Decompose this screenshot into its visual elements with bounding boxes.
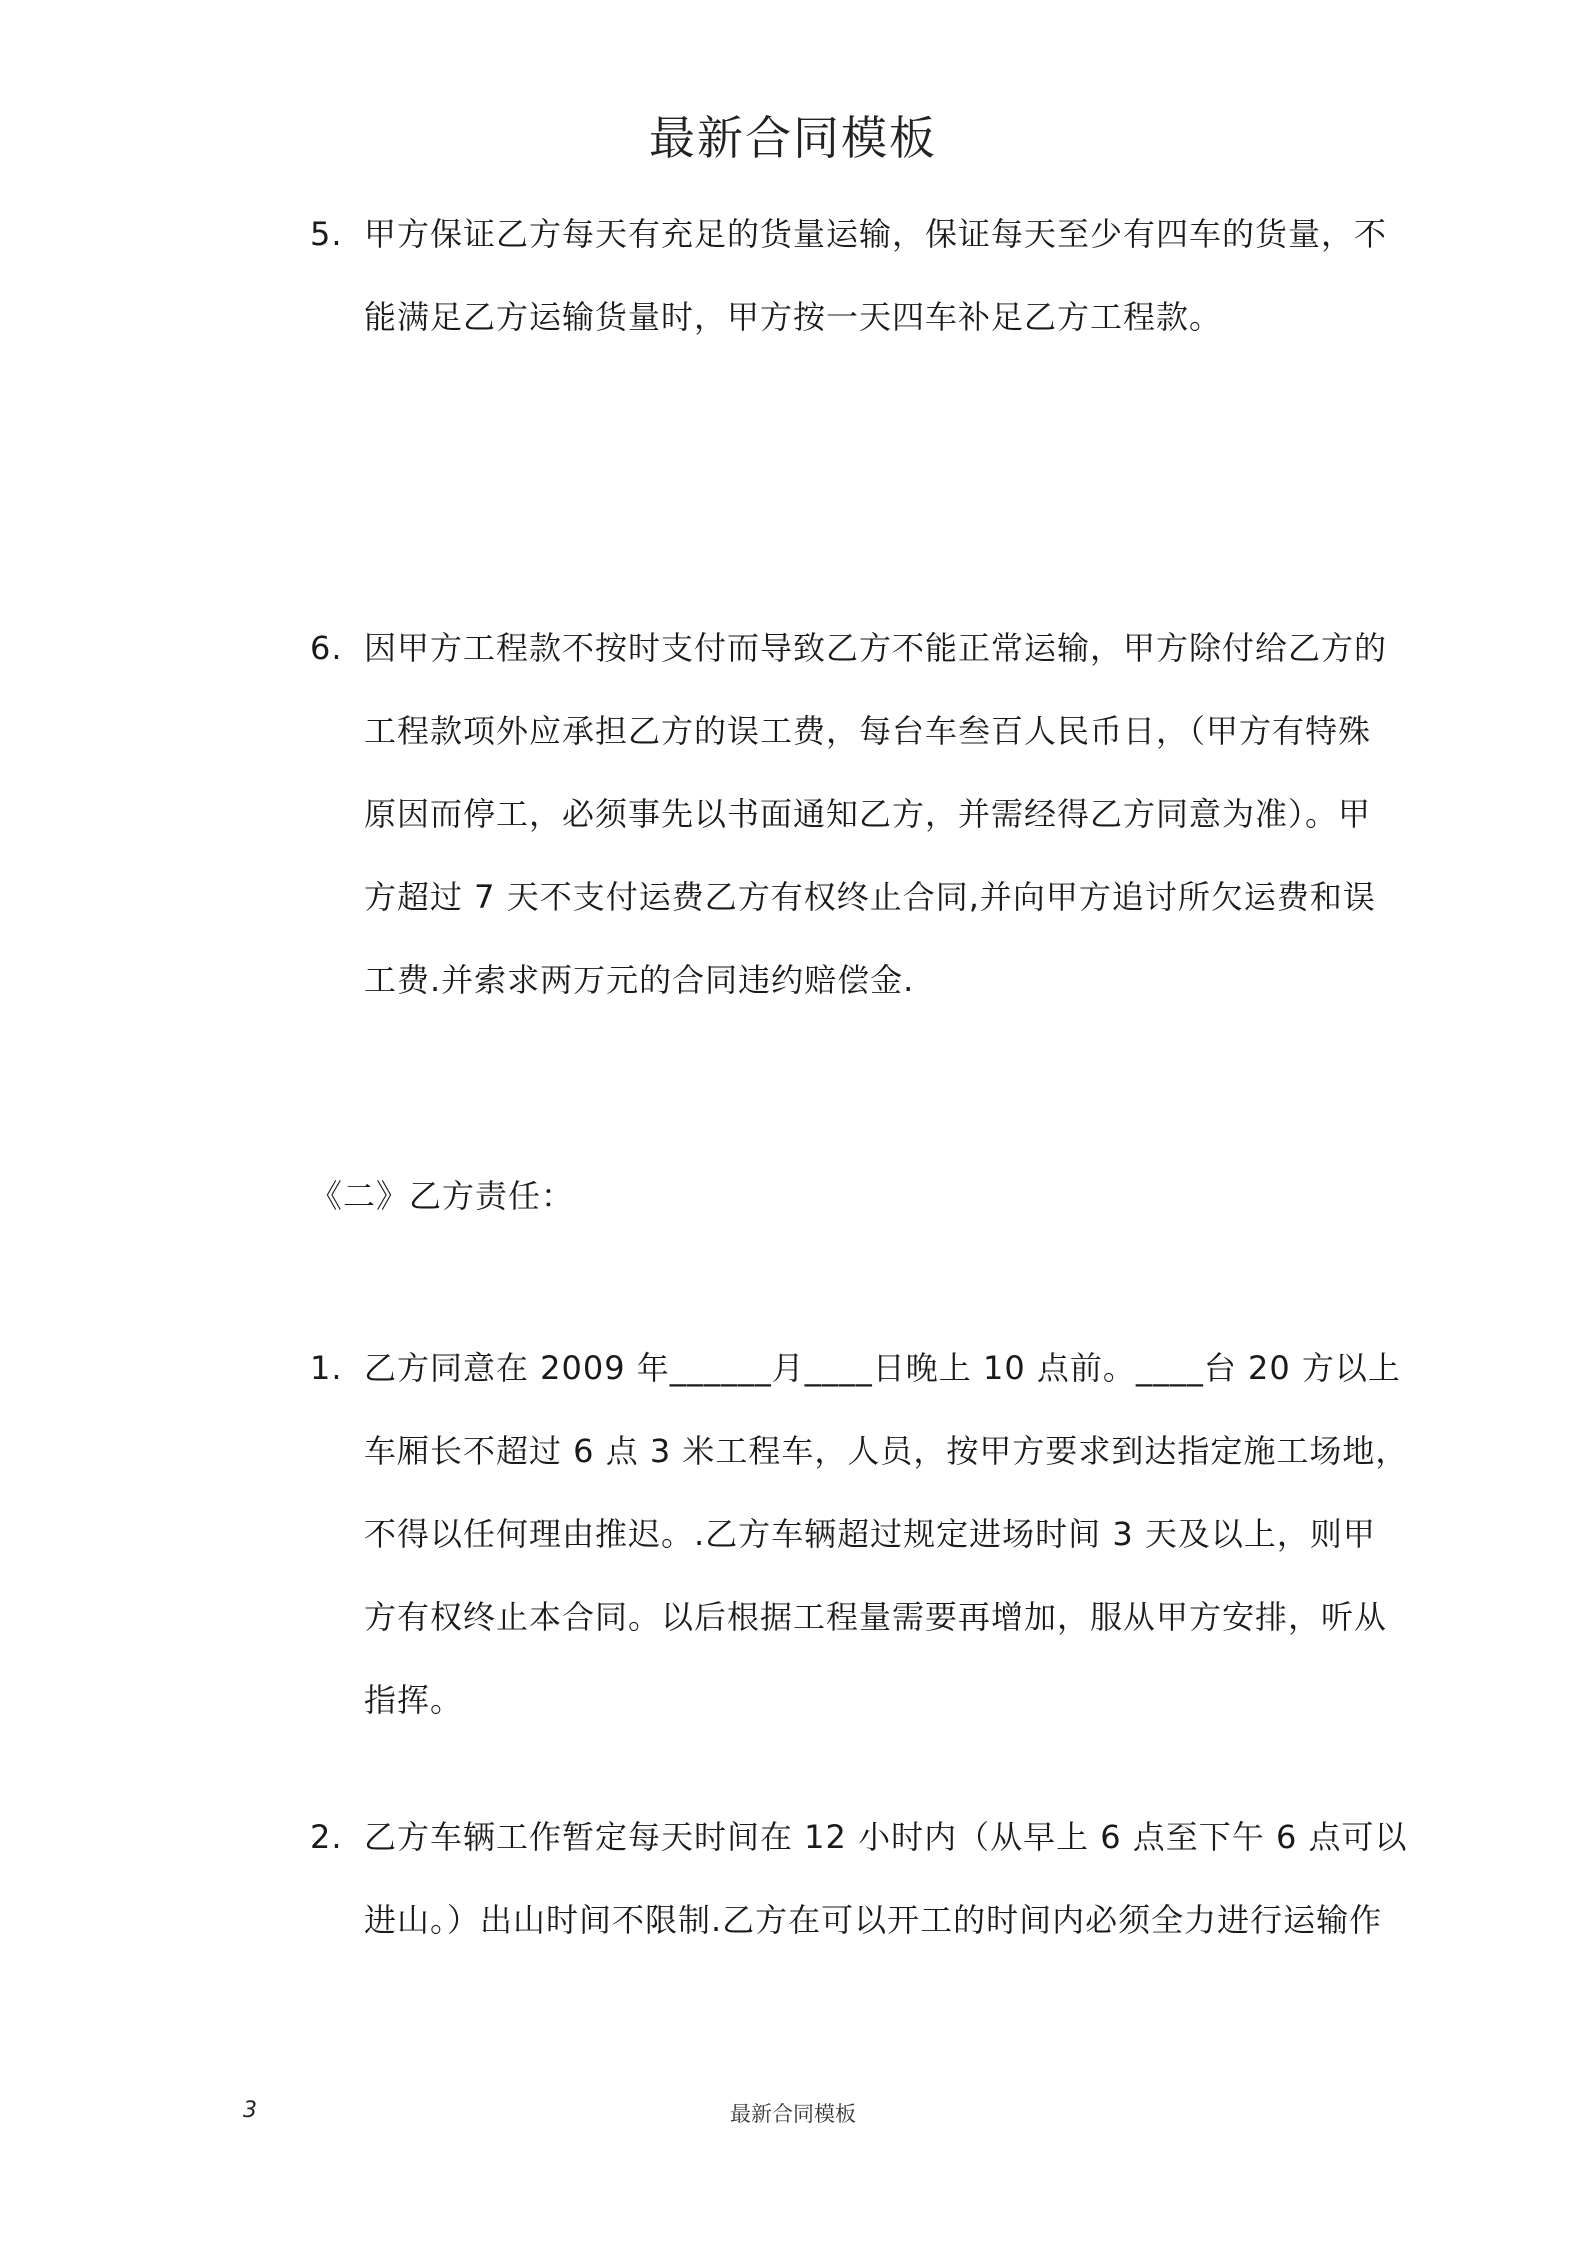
clause-line: 方有权终止本合同。以后根据工程量需要再增加，服从甲方安排，听从	[364, 1598, 1388, 1636]
footer-title: 最新合同模板	[730, 2102, 856, 2126]
clause-b-2	[310, 1796, 1408, 1962]
clause-line: 能满足乙方运输货量时，甲方按一天四车补足乙方工程款。	[364, 298, 1223, 336]
page-title: 最新合同模板	[649, 111, 937, 165]
clause-number: 5.	[310, 215, 343, 253]
clause-number: 2.	[310, 1818, 343, 1856]
clause-line: 方超过 7 天不支付运费乙方有权终止合同,并向甲方追讨所欠运费和误	[364, 878, 1376, 916]
clause-body	[310, 1327, 1409, 1742]
clause-line: 乙方同意在 2009 年______月____日晚上 10 点前。____台 20 方以上	[364, 1349, 1401, 1387]
clause-line: 进山。）出山时间不限制.乙方在可以开工的时间内必须全力进行运输作	[364, 1901, 1383, 1939]
clause-5	[310, 193, 1388, 359]
clause-body	[310, 1796, 1408, 1962]
clause-line: 不得以任何理由推迟。.乙方车辆超过规定进场时间 3 天及以上，则甲	[364, 1515, 1376, 1553]
clause-line: 工费.并索求两万元的合同违约赔偿金.	[364, 961, 915, 999]
clause-line: 乙方车辆工作暂定每天时间在 12 小时内（从早上 6 点至下午 6 点可以	[364, 1818, 1408, 1856]
clause-line: 原因而停工，必须事先以书面通知乙方，并需经得乙方同意为准）。甲	[364, 795, 1372, 833]
clause-line: 甲方保证乙方每天有充足的货量运输，保证每天至少有四车的货量，不	[364, 215, 1388, 253]
clause-line: 工程款项外应承担乙方的误工费，每台车叁百人民币日，（甲方有特殊	[364, 712, 1372, 750]
clause-number: 6.	[310, 629, 343, 667]
section-heading: 《二》乙方责任：	[310, 1177, 575, 1215]
clause-body	[310, 607, 1388, 1022]
clause-number: 1.	[310, 1349, 343, 1387]
clause-b-1	[310, 1327, 1409, 1742]
clause-6	[310, 607, 1388, 1022]
clause-line: 因甲方工程款不按时支付而导致乙方不能正常运输，甲方除付给乙方的	[364, 629, 1388, 667]
page-number: 3	[243, 2098, 257, 2123]
clause-line: 指挥。	[364, 1681, 464, 1719]
clause-line: 车厢长不超过 6 点 3 米工程车，人员，按甲方要求到达指定施工场地，	[364, 1432, 1409, 1470]
clause-body	[310, 193, 1388, 359]
